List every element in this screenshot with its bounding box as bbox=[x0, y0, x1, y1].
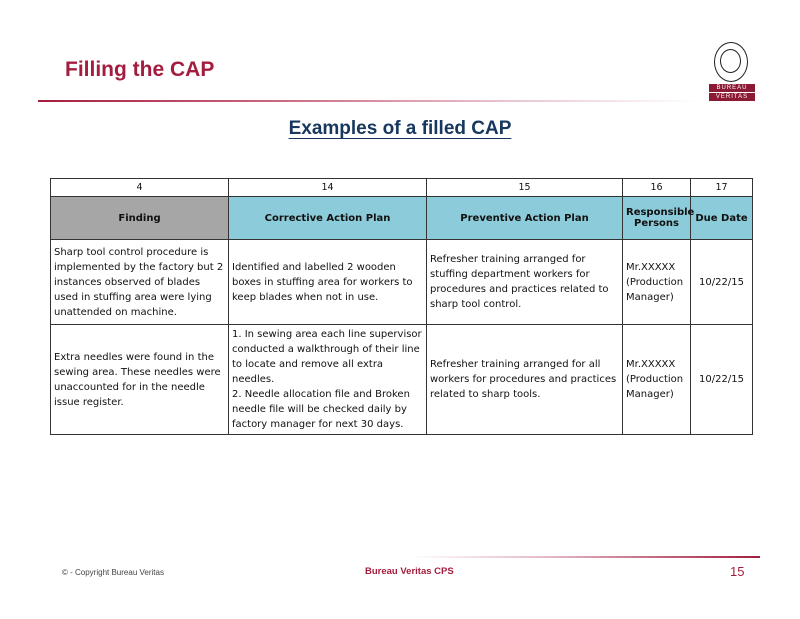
cell-corrective bbox=[229, 325, 427, 435]
column-number: 15 bbox=[427, 179, 623, 197]
table-row bbox=[51, 240, 753, 325]
cell-finding: Sharp tool control procedure is implemented by the factory but 2 instances observed of blades used in stuffing area were lying unattended on machine. bbox=[51, 240, 229, 325]
slide-subtitle: Examples of a filled CAP bbox=[288, 118, 512, 139]
header-responsible: Responsible Persons bbox=[623, 197, 691, 240]
logo-text-line2: VERITAS bbox=[709, 93, 755, 101]
header-finding: Finding bbox=[51, 197, 229, 240]
header-row bbox=[51, 197, 753, 240]
seal-icon bbox=[714, 42, 748, 82]
cell-preventive: Refresher training arranged for stuffing department workers for procedures and practices related to sharp tool control. bbox=[427, 240, 623, 325]
column-number-row bbox=[51, 179, 753, 197]
column-number: 17 bbox=[691, 179, 753, 197]
cell-due-date: 10/22/15 bbox=[691, 240, 753, 325]
header-preventive: Preventive Action Plan bbox=[427, 197, 623, 240]
cap-table bbox=[50, 178, 753, 435]
cell-responsible: Mr.XXXXX (Production Manager) bbox=[623, 325, 691, 435]
subtitle-container bbox=[0, 118, 800, 140]
slide-title: Filling the CAP bbox=[65, 58, 215, 81]
header-corrective: Corrective Action Plan bbox=[229, 197, 427, 240]
column-number: 4 bbox=[51, 179, 229, 197]
corrective-step-2: 2. Needle allocation file and Broken needle file will be checked daily by factory manager for next 30 days. bbox=[232, 389, 410, 430]
cell-finding: Extra needles were found in the sewing area. These needles were unaccounted for in the needle issue register. bbox=[51, 325, 229, 435]
column-number: 14 bbox=[229, 179, 427, 197]
bureau-veritas-logo bbox=[709, 42, 755, 104]
table-row bbox=[51, 325, 753, 435]
footer-divider bbox=[410, 556, 760, 558]
title-divider bbox=[38, 100, 700, 102]
cell-due-date: 10/22/15 bbox=[691, 325, 753, 435]
logo-text-line1: BUREAU bbox=[709, 84, 755, 92]
footer-copyright: © - Copyright Bureau Veritas bbox=[62, 568, 164, 577]
cell-corrective: Identified and labelled 2 wooden boxes in stuffing area for workers to keep blades when not in use. bbox=[229, 240, 427, 325]
header-due-date: Due Date bbox=[691, 197, 753, 240]
cell-preventive: Refresher training arranged for all workers for procedures and practices related to sharp tools. bbox=[427, 325, 623, 435]
footer-company: Bureau Veritas CPS bbox=[365, 566, 454, 577]
column-number: 16 bbox=[623, 179, 691, 197]
cell-responsible: Mr.XXXXX (Production Manager) bbox=[623, 240, 691, 325]
corrective-step-1: 1. In sewing area each line supervisor conducted a walkthrough of their line to locate and remove all extra needles. bbox=[232, 329, 422, 385]
page-number: 15 bbox=[730, 564, 745, 579]
